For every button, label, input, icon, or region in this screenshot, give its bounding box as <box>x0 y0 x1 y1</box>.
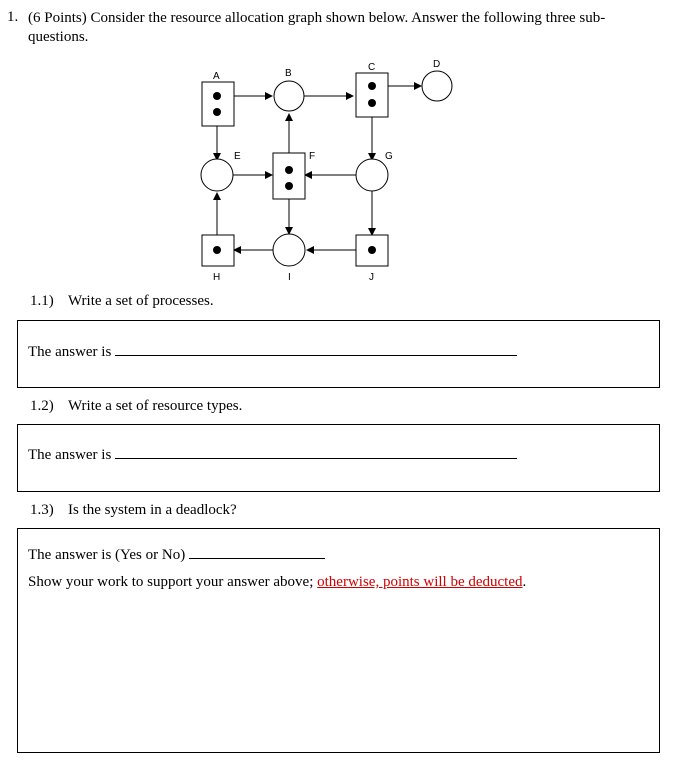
answer-box-1-3[interactable] <box>17 528 660 753</box>
instance-dot <box>213 246 221 254</box>
instance-dot <box>368 99 376 107</box>
instance-dot <box>213 108 221 116</box>
node-g <box>356 159 388 191</box>
answer-line[interactable] <box>115 355 517 356</box>
answer-prefix: The answer is <box>28 344 112 360</box>
answer-box-1-2[interactable] <box>17 424 660 492</box>
work-instruction: Show your work to support your answer above; <box>28 574 314 590</box>
question-number: 1. <box>7 9 19 25</box>
answer-box-1-1[interactable] <box>17 320 660 388</box>
instance-dot <box>368 82 376 90</box>
label-j: J <box>369 272 374 283</box>
label-g: G <box>385 151 393 162</box>
instance-dot <box>285 166 293 174</box>
node-i <box>273 234 305 266</box>
resource-allocation-graph <box>196 56 466 288</box>
instance-dot <box>285 182 293 190</box>
node-f <box>273 153 305 199</box>
answer-line[interactable] <box>115 458 517 459</box>
subquestion-number: 1.3) <box>30 502 54 518</box>
instance-dot <box>368 246 376 254</box>
label-c: C <box>368 62 376 73</box>
subquestion-text: Write a set of resource types. <box>68 398 243 414</box>
label-f: F <box>309 151 316 162</box>
label-d: D <box>433 59 441 70</box>
node-a <box>202 82 234 126</box>
subquestion-number: 1.1) <box>30 293 54 309</box>
instruction-end: . <box>522 574 527 590</box>
subquestion-number: 1.2) <box>30 398 54 414</box>
answer-line[interactable] <box>189 558 325 559</box>
instance-dot <box>213 92 221 100</box>
subquestion-1-3 <box>30 502 237 519</box>
label-i: I <box>288 272 291 283</box>
label-b: B <box>285 68 292 79</box>
label-a: A <box>213 71 220 82</box>
node-e <box>201 159 233 191</box>
deduction-warning: otherwise, points will be deducted <box>317 574 523 590</box>
node-b <box>274 81 304 111</box>
node-c <box>356 73 388 117</box>
subquestion-1-2 <box>30 398 242 415</box>
question-text: (6 Points) Consider the resource allocation graph shown below. Answer the following three sub-questions. <box>28 10 606 45</box>
answer-prefix: The answer is (Yes or No) <box>28 547 186 563</box>
subquestion-1-1 <box>30 293 214 310</box>
subquestion-text: Write a set of processes. <box>68 293 214 309</box>
node-d <box>422 71 452 101</box>
subquestion-text: Is the system in a deadlock? <box>68 502 237 518</box>
label-h: H <box>213 272 221 283</box>
answer-prefix: The answer is <box>28 447 112 463</box>
label-e: E <box>234 151 241 162</box>
